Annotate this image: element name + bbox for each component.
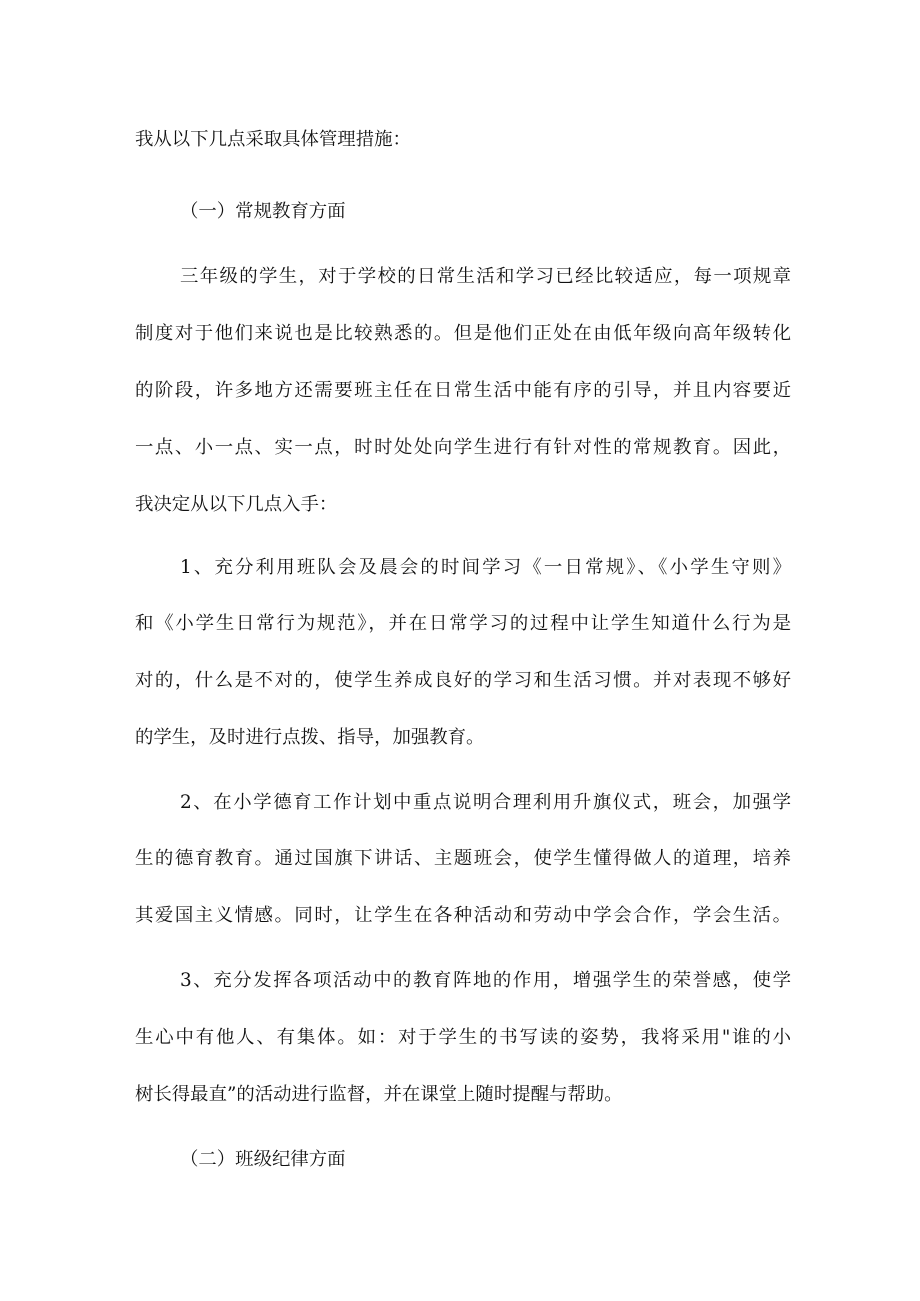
section-2-heading: （二）班级纪律方面 [180, 1149, 346, 1170]
item-2-line: 生的德育教育。通过国旗下讲话、主题班会，使学生懂得做人的道理，培养 [135, 848, 791, 869]
item-3-line: 生心中有他人、有集体。如：对于学生的书写读的姿势，我将采用"谁的小 [135, 1027, 791, 1048]
item-2-line: 其爱国主义情感。同时，让学生在各种活动和劳动中学会合作，学会生活。 [135, 905, 791, 926]
paragraph-line: 我决定从以下几点入手： [135, 494, 338, 515]
item-2-line: 2、在小学德育工作计划中重点说明合理利用升旗仪式，班会，加强学 [180, 792, 791, 813]
paragraph-line: 的阶段，许多地方还需要班主任在日常生活中能有序的引导，并且内容要近 [135, 380, 791, 401]
section-1-heading: （一）常规教育方面 [180, 201, 346, 222]
paragraph-line: 三年级的学生，对于学校的日常生活和学习已经比较适应，每一项规章 [180, 266, 791, 287]
item-1-line: 1、充分利用班队会及晨会的时间学习《一日常规》、《小学生守则》 [180, 557, 791, 578]
item-1-line: 对的，什么是不对的，使学生养成良好的学习和生活习惯。并对表现不够好 [135, 670, 791, 691]
intro-line: 我从以下几点采取具体管理措施： [135, 129, 411, 150]
item-3-line: 3、充分发挥各项活动中的教育阵地的作用，增强学生的荣誉感，使学 [180, 970, 791, 991]
paragraph-line: 一点、小一点、实一点，时时处处向学生进行有针对性的常规教育。因此， [135, 437, 791, 458]
paragraph-line: 制度对于他们来说也是比较熟悉的。但是他们正处在由低年级向高年级转化 [135, 323, 791, 344]
item-3-line: 树长得最直”的活动进行监督，并在课堂上随时提醒与帮助。 [135, 1084, 623, 1105]
item-1-line: 的学生，及时进行点拨、指导，加强教育。 [135, 727, 485, 748]
item-1-line: 和《小学生日常行为规范》，并在日常学习的过程中让学生知道什么行为是 [135, 613, 791, 634]
